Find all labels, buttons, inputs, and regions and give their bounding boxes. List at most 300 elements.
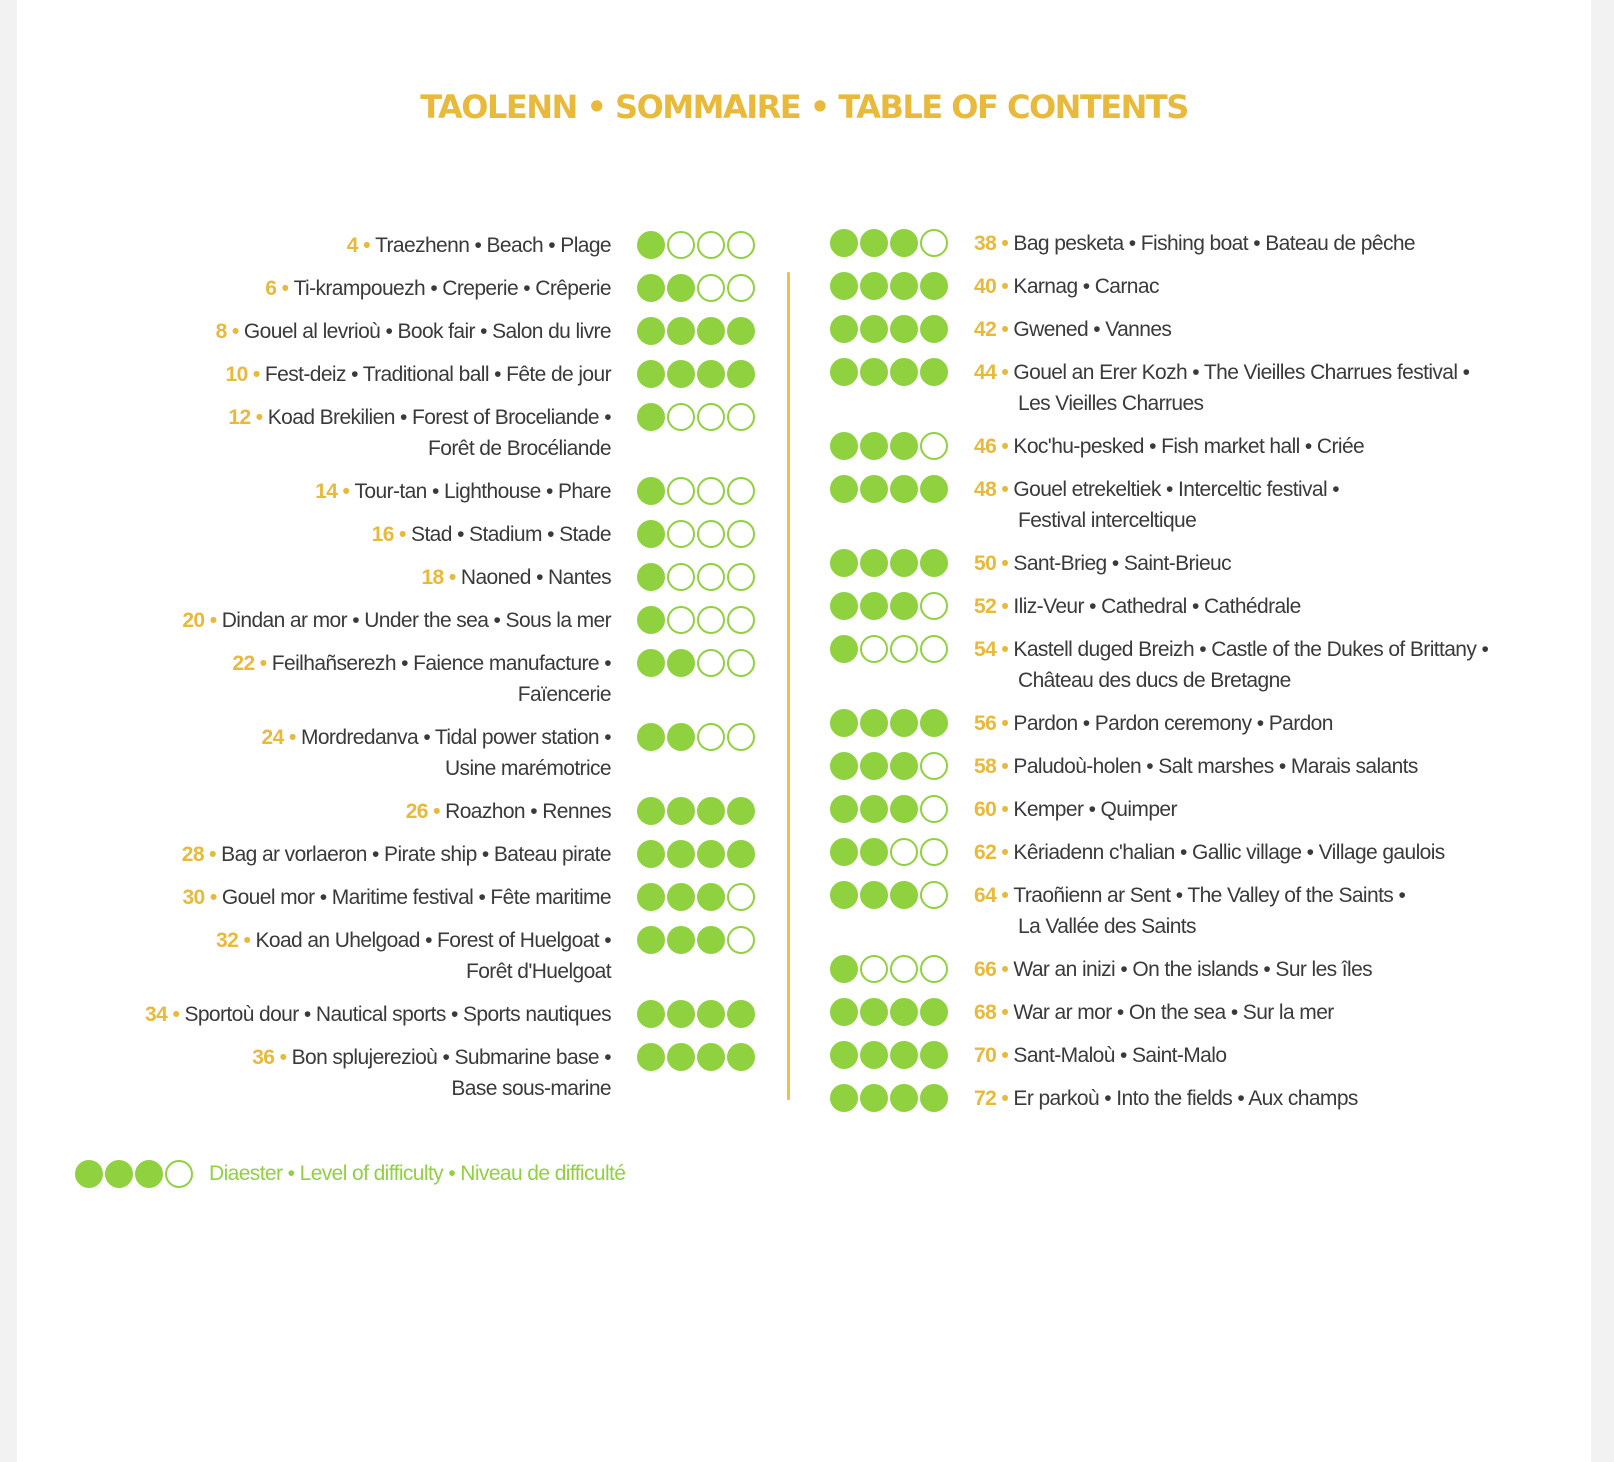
difficulty-dot-empty-icon (920, 881, 948, 909)
entry-title-continued: La Vallée des Saints (1018, 915, 1196, 938)
entry-title-continued: Forêt de Brocéliande (428, 437, 611, 460)
difficulty-dot-filled-icon (860, 752, 888, 780)
page-separator: • (393, 523, 412, 546)
difficulty-dot-filled-icon (860, 1041, 888, 1069)
difficulty-dot-filled-icon (860, 475, 888, 503)
toc-entry[interactable] (830, 1083, 1580, 1114)
entry-text (347, 230, 611, 261)
difficulty-dot-filled-icon (860, 272, 888, 300)
difficulty-dots (830, 635, 950, 663)
difficulty-dot-filled-icon (890, 998, 918, 1026)
entry-title: Kêriadenn c'halian • Gallic village • Village gaulois (1013, 841, 1445, 864)
difficulty-dots (830, 315, 950, 343)
difficulty-dot-filled-icon (830, 955, 858, 983)
difficulty-dot-empty-icon (727, 563, 755, 591)
difficulty-dot-filled-icon (637, 1043, 665, 1071)
toc-entry[interactable] (57, 925, 757, 987)
difficulty-dots (637, 606, 757, 634)
page-number: 52 (974, 595, 997, 618)
difficulty-dot-filled-icon (860, 432, 888, 460)
entry-title-continued: Les Vieilles Charrues (1018, 392, 1204, 415)
page-separator: • (238, 929, 256, 952)
difficulty-dot-empty-icon (920, 838, 948, 866)
toc-entry[interactable] (57, 562, 757, 593)
difficulty-dot-filled-icon (920, 549, 948, 577)
entry-title: Sant-Brieg • Saint-Brieuc (1013, 552, 1232, 575)
entry-text (974, 271, 1159, 302)
difficulty-dot-filled-icon (637, 723, 665, 751)
toc-entry[interactable] (830, 634, 1580, 696)
page-separator: • (996, 798, 1014, 821)
entry-text (974, 954, 1372, 985)
entry-title: Iliz-Veur • Cathedral • Cathédrale (1013, 595, 1301, 618)
toc-entry[interactable] (830, 708, 1580, 739)
difficulty-dot-empty-icon (165, 1160, 193, 1188)
page-separator: • (996, 1044, 1014, 1067)
difficulty-dot-filled-icon (830, 1041, 858, 1069)
toc-entry[interactable] (830, 548, 1580, 579)
page-separator: • (996, 755, 1014, 778)
page-separator: • (996, 435, 1014, 458)
page-number: 66 (974, 958, 997, 981)
difficulty-dot-empty-icon (667, 403, 695, 431)
entry-text (974, 548, 1231, 579)
difficulty-dot-filled-icon (890, 592, 918, 620)
entry-title: Sportoù dour • Nautical sports • Sports nautiques (184, 1003, 611, 1026)
difficulty-dot-filled-icon (860, 795, 888, 823)
entry-text (974, 634, 1488, 696)
difficulty-dot-empty-icon (667, 477, 695, 505)
difficulty-dots (830, 358, 950, 386)
entry-title: Bag pesketa • Fishing boat • Bateau de pêche (1013, 232, 1416, 255)
difficulty-dots (830, 752, 950, 780)
entry-text (974, 751, 1418, 782)
entry-title: Mordredanva • Tidal power station • (300, 726, 611, 749)
entry-text (974, 431, 1364, 462)
difficulty-dot-filled-icon (830, 752, 858, 780)
page-number: 48 (974, 478, 997, 501)
difficulty-dot-filled-icon (890, 272, 918, 300)
difficulty-dot-empty-icon (920, 635, 948, 663)
page-number: 68 (974, 1001, 997, 1024)
difficulty-dot-empty-icon (667, 520, 695, 548)
page-separator: • (204, 886, 222, 909)
page-separator: • (996, 595, 1014, 618)
difficulty-dot-filled-icon (697, 360, 725, 388)
difficulty-dot-filled-icon (830, 998, 858, 1026)
difficulty-dot-filled-icon (920, 315, 948, 343)
difficulty-dot-filled-icon (697, 1043, 725, 1071)
page-separator: • (226, 320, 244, 343)
difficulty-dot-filled-icon (830, 272, 858, 300)
difficulty-dot-filled-icon (830, 838, 858, 866)
difficulty-dot-filled-icon (860, 709, 888, 737)
page-title: TAOLENN • SOMMAIRE • TABLE OF CONTENTS (420, 88, 1188, 126)
toc-entry[interactable] (830, 314, 1580, 345)
page-separator: • (167, 1003, 185, 1026)
difficulty-dots (637, 649, 757, 677)
entry-title: Traoñienn ar Sent • The Valley of the Saints • (1013, 884, 1406, 907)
difficulty-dot-filled-icon (637, 797, 665, 825)
difficulty-dot-empty-icon (920, 229, 948, 257)
entry-text (974, 357, 1469, 419)
toc-entry[interactable] (830, 228, 1580, 259)
difficulty-dot-filled-icon (920, 709, 948, 737)
difficulty-dots (637, 403, 757, 431)
page-number: 34 (145, 1003, 168, 1026)
entry-title-continued: Forêt d'Huelgoat (466, 960, 611, 983)
entry-title: War ar mor • On the sea • Sur la mer (1013, 1001, 1334, 1024)
difficulty-dot-filled-icon (920, 475, 948, 503)
difficulty-dot-filled-icon (727, 797, 755, 825)
difficulty-dots (637, 1043, 757, 1071)
toc-entry[interactable] (830, 474, 1580, 536)
difficulty-dot-filled-icon (890, 1084, 918, 1112)
page-separator: • (443, 566, 461, 589)
difficulty-dots (637, 1000, 757, 1028)
difficulty-dot-filled-icon (830, 358, 858, 386)
column-divider (787, 272, 790, 1100)
entry-title-continued: Faïencerie (517, 683, 611, 706)
page-number: 46 (974, 435, 997, 458)
entry-title: Paludoù-holen • Salt marshes • Marais salants (1013, 755, 1418, 778)
difficulty-dot-filled-icon (860, 838, 888, 866)
difficulty-dot-filled-icon (830, 475, 858, 503)
difficulty-dots (637, 477, 757, 505)
page-separator: • (996, 1001, 1014, 1024)
page-separator: • (996, 275, 1014, 298)
page-separator: • (283, 726, 301, 749)
page-number: 8 (215, 320, 227, 343)
difficulty-dot-empty-icon (920, 752, 948, 780)
difficulty-dot-empty-icon (727, 231, 755, 259)
entry-title-continued: Usine marémotrice (444, 757, 611, 780)
difficulty-dot-empty-icon (727, 403, 755, 431)
toc-entry[interactable] (57, 476, 757, 507)
entry-title-continued: Festival interceltique (1018, 509, 1197, 532)
difficulty-dot-filled-icon (637, 360, 665, 388)
entry-text (182, 605, 611, 636)
difficulty-dot-filled-icon (890, 315, 918, 343)
difficulty-dot-empty-icon (920, 955, 948, 983)
difficulty-dots (637, 563, 757, 591)
difficulty-dot-filled-icon (637, 403, 665, 431)
difficulty-dot-empty-icon (890, 955, 918, 983)
toc-entry[interactable] (57, 648, 757, 710)
entry-text (974, 880, 1405, 942)
difficulty-dots (830, 1084, 950, 1112)
toc-entry[interactable] (830, 880, 1580, 942)
difficulty-dot-filled-icon (860, 1084, 888, 1112)
toc-entry[interactable] (830, 997, 1580, 1028)
page-number: 58 (974, 755, 997, 778)
entry-title-continued: Base sous-marine (451, 1077, 611, 1100)
toc-entry[interactable] (57, 605, 757, 636)
entry-text (974, 591, 1301, 622)
entry-title: Sant-Maloù • Saint-Malo (1013, 1044, 1227, 1067)
difficulty-legend (75, 1160, 625, 1188)
difficulty-dot-empty-icon (697, 606, 725, 634)
toc-entry[interactable] (830, 954, 1580, 985)
difficulty-dots (830, 955, 950, 983)
difficulty-dot-filled-icon (890, 549, 918, 577)
difficulty-dot-empty-icon (667, 563, 695, 591)
difficulty-dot-filled-icon (667, 1043, 695, 1071)
difficulty-dot-filled-icon (830, 592, 858, 620)
page-number: 62 (974, 841, 997, 864)
difficulty-dot-filled-icon (697, 317, 725, 345)
difficulty-dots (830, 592, 950, 620)
entry-title: Dindan ar mor • Under the sea • Sous la mer (221, 609, 611, 632)
page-number: 10 (225, 363, 248, 386)
page-separator: • (274, 1046, 292, 1069)
difficulty-dot-empty-icon (697, 649, 725, 677)
entry-text (406, 796, 611, 827)
difficulty-dot-filled-icon (667, 1000, 695, 1028)
difficulty-dot-filled-icon (697, 883, 725, 911)
entry-text (228, 402, 611, 464)
toc-entry[interactable] (57, 519, 757, 550)
difficulty-dots (830, 475, 950, 503)
difficulty-dot-filled-icon (637, 563, 665, 591)
page-separator: • (996, 1087, 1014, 1110)
entry-title: Koad Brekilien • Forest of Broceliande • (267, 406, 611, 429)
difficulty-dot-filled-icon (727, 360, 755, 388)
page-separator: • (427, 800, 446, 823)
difficulty-dot-empty-icon (667, 231, 695, 259)
difficulty-dots (830, 229, 950, 257)
difficulty-dots (830, 549, 950, 577)
difficulty-dots (637, 317, 757, 345)
difficulty-dot-filled-icon (637, 231, 665, 259)
entry-title: Tour-tan • Lighthouse • Phare (354, 480, 611, 503)
difficulty-dot-filled-icon (637, 840, 665, 868)
difficulty-dot-empty-icon (890, 838, 918, 866)
difficulty-dots (830, 881, 950, 909)
difficulty-dot-filled-icon (920, 998, 948, 1026)
difficulty-dot-empty-icon (697, 403, 725, 431)
difficulty-dot-filled-icon (667, 840, 695, 868)
entry-title: Gouel etrekeltiek • Interceltic festival • (1013, 478, 1340, 501)
toc-entry[interactable] (830, 751, 1580, 782)
toc-entry[interactable] (57, 230, 757, 261)
difficulty-dot-empty-icon (697, 477, 725, 505)
entry-title: Gouel al levrioù • Book fair • Salon du livre (243, 320, 611, 343)
page-separator: • (247, 363, 265, 386)
difficulty-dot-empty-icon (727, 926, 755, 954)
entry-text (974, 474, 1339, 536)
page-separator: • (250, 406, 268, 429)
difficulty-dot-filled-icon (890, 1041, 918, 1069)
difficulty-dot-filled-icon (920, 358, 948, 386)
difficulty-dots (830, 998, 950, 1026)
page-separator: • (996, 361, 1014, 384)
page-number: 50 (974, 552, 997, 575)
page-number: 70 (974, 1044, 997, 1067)
difficulty-dot-filled-icon (637, 520, 665, 548)
entry-title: Naoned • Nantes (460, 566, 611, 589)
difficulty-dot-filled-icon (830, 229, 858, 257)
difficulty-dot-filled-icon (697, 840, 725, 868)
difficulty-dot-empty-icon (727, 883, 755, 911)
page-separator: • (996, 884, 1014, 907)
entry-text (232, 648, 611, 710)
toc-entry[interactable] (830, 431, 1580, 462)
toc-entry[interactable] (57, 359, 757, 390)
legend-text: Diaester • Level of difficulty • Niveau de difficulté (209, 1162, 626, 1185)
difficulty-dot-filled-icon (637, 926, 665, 954)
difficulty-dot-filled-icon (830, 432, 858, 460)
difficulty-dot-empty-icon (860, 955, 888, 983)
page-separator: • (276, 277, 294, 300)
difficulty-dot-filled-icon (920, 272, 948, 300)
page-number: 26 (405, 800, 428, 823)
difficulty-dot-filled-icon (637, 1000, 665, 1028)
page-number: 20 (182, 609, 205, 632)
toc-entry[interactable] (57, 882, 757, 913)
entry-title: Roazhon • Rennes (445, 800, 611, 823)
entry-title: Bon splujerezioù • Submarine base • (291, 1046, 611, 1069)
toc-entry[interactable] (57, 316, 757, 347)
toc-entry[interactable] (57, 402, 757, 464)
page-number: 18 (421, 566, 444, 589)
difficulty-dot-filled-icon (830, 549, 858, 577)
difficulty-dots (637, 883, 757, 911)
difficulty-dots (637, 797, 757, 825)
page-number: 42 (974, 318, 997, 341)
difficulty-dot-filled-icon (697, 1000, 725, 1028)
difficulty-dot-filled-icon (667, 723, 695, 751)
difficulty-dot-filled-icon (637, 274, 665, 302)
difficulty-dot-filled-icon (860, 998, 888, 1026)
entry-title: Traezhenn • Beach • Plage (375, 234, 611, 257)
difficulty-dot-filled-icon (920, 1084, 948, 1112)
entry-title: Koad an Uhelgoad • Forest of Huelgoat • (255, 929, 611, 952)
difficulty-dots (830, 432, 950, 460)
toc-entry[interactable] (57, 273, 757, 304)
difficulty-dot-empty-icon (697, 274, 725, 302)
entry-text (265, 273, 611, 304)
difficulty-dot-filled-icon (667, 274, 695, 302)
page-separator: • (996, 958, 1014, 981)
page-number: 56 (974, 712, 997, 735)
difficulty-dot-filled-icon (860, 315, 888, 343)
toc-entry[interactable] (830, 794, 1580, 825)
difficulty-dot-filled-icon (667, 797, 695, 825)
difficulty-dot-filled-icon (727, 317, 755, 345)
page-number: 44 (974, 361, 997, 384)
difficulty-dot-empty-icon (727, 477, 755, 505)
entry-text (182, 839, 611, 870)
page-number: 16 (371, 523, 394, 546)
difficulty-dot-filled-icon (890, 881, 918, 909)
difficulty-dot-filled-icon (890, 475, 918, 503)
difficulty-dot-filled-icon (860, 229, 888, 257)
page-separator: • (254, 652, 272, 675)
difficulty-dots (637, 231, 757, 259)
toc-entry[interactable] (57, 839, 757, 870)
difficulty-dots (637, 723, 757, 751)
entry-text (974, 1083, 1358, 1114)
page-number: 14 (315, 480, 338, 503)
toc-entry[interactable] (57, 796, 757, 827)
difficulty-dot-filled-icon (697, 797, 725, 825)
page-number: 40 (974, 275, 997, 298)
toc-entry[interactable] (830, 837, 1580, 868)
toc-entry[interactable] (57, 1042, 757, 1104)
difficulty-dot-filled-icon (637, 883, 665, 911)
entry-text (974, 837, 1445, 868)
difficulty-dots (637, 926, 757, 954)
entry-title: Kemper • Quimper (1013, 798, 1177, 821)
toc-entry[interactable] (57, 722, 757, 784)
entry-text (226, 359, 612, 390)
difficulty-dot-empty-icon (727, 520, 755, 548)
difficulty-dot-empty-icon (890, 635, 918, 663)
difficulty-dot-filled-icon (637, 477, 665, 505)
difficulty-dots (637, 360, 757, 388)
toc-left-column (57, 230, 757, 1116)
difficulty-dot-filled-icon (637, 317, 665, 345)
difficulty-dots (637, 274, 757, 302)
toc-entry[interactable] (830, 1040, 1580, 1071)
difficulty-dot-filled-icon (667, 317, 695, 345)
toc-entry[interactable] (57, 999, 757, 1030)
difficulty-dot-empty-icon (697, 563, 725, 591)
difficulty-dot-empty-icon (667, 606, 695, 634)
toc-entry[interactable] (830, 591, 1580, 622)
page-separator: • (996, 841, 1014, 864)
entry-title: Er parkoù • Into the fields • Aux champs (1013, 1087, 1358, 1110)
page-separator: • (203, 843, 222, 866)
page-number: 12 (228, 406, 251, 429)
difficulty-dot-empty-icon (697, 723, 725, 751)
entry-title: Bag ar vorlaeron • Pirate ship • Bateau pirate (221, 843, 611, 866)
page-separator: • (996, 712, 1014, 735)
entry-text (182, 882, 611, 913)
difficulty-dot-empty-icon (697, 520, 725, 548)
page-number: 24 (261, 726, 284, 749)
difficulty-dot-filled-icon (727, 1000, 755, 1028)
difficulty-dot-filled-icon (637, 649, 665, 677)
difficulty-dots (830, 272, 950, 300)
entry-title: Feilhañserezh • Faience manufacture • (271, 652, 611, 675)
page-separator: • (204, 609, 222, 632)
difficulty-dots (637, 520, 757, 548)
difficulty-dot-filled-icon (667, 926, 695, 954)
difficulty-dot-filled-icon (727, 840, 755, 868)
entry-title: Stad • Stadium • Stade (411, 523, 611, 546)
page-separator: • (357, 234, 376, 257)
difficulty-dot-empty-icon (727, 274, 755, 302)
difficulty-dot-filled-icon (890, 358, 918, 386)
entry-text (216, 316, 611, 347)
difficulty-dot-filled-icon (860, 549, 888, 577)
difficulty-dots (637, 840, 757, 868)
difficulty-dot-filled-icon (830, 709, 858, 737)
page-separator: • (337, 480, 355, 503)
difficulty-dot-filled-icon (890, 709, 918, 737)
toc-entry[interactable] (830, 271, 1580, 302)
toc-entry[interactable] (830, 357, 1580, 419)
difficulty-dot-filled-icon (920, 1041, 948, 1069)
entry-text (974, 997, 1334, 1028)
difficulty-dot-filled-icon (727, 1043, 755, 1071)
difficulty-dots (830, 795, 950, 823)
difficulty-dot-empty-icon (860, 635, 888, 663)
toc-right-column (830, 228, 1580, 1126)
difficulty-dots (830, 838, 950, 866)
